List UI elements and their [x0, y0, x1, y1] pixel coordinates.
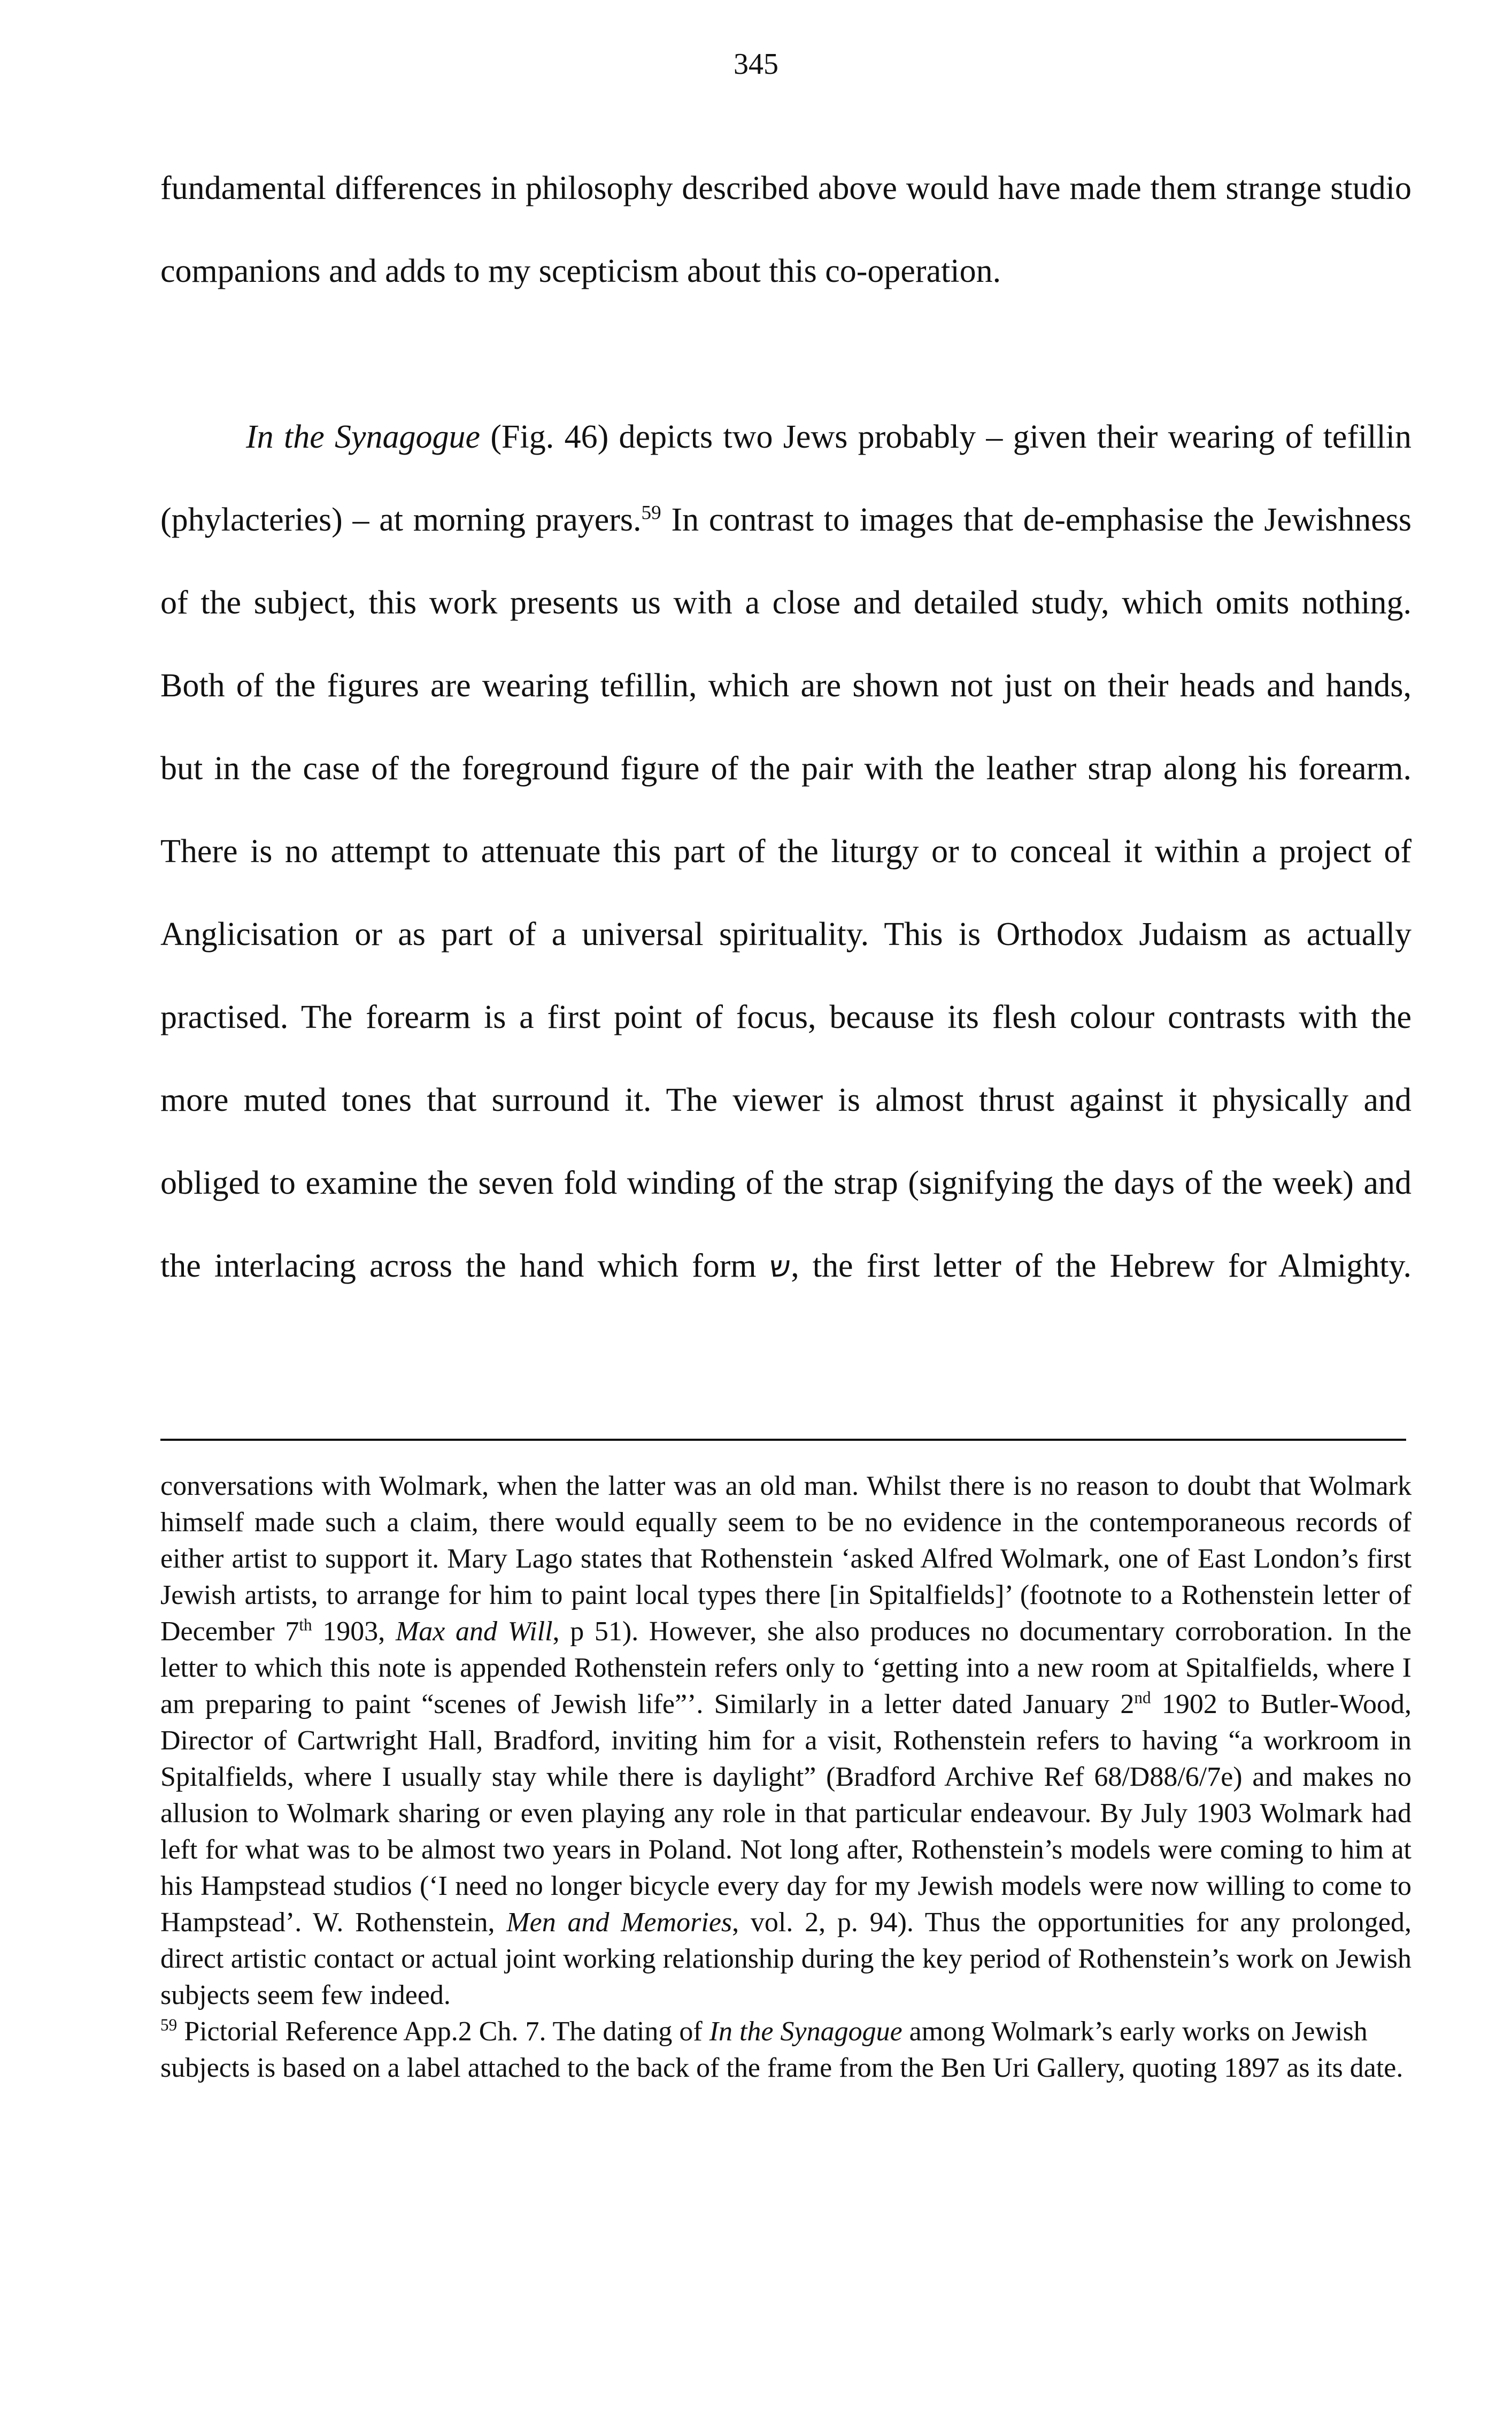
book-title: Men and Memories [506, 1907, 732, 1938]
footnote-divider [160, 1439, 1406, 1441]
footnote-text: 1902 to Butler-Wood, Director of Cartwright Hall, Bradford, inviting him for a visit, Rothenstein refers to having “a workroom in Spitalfields, where I usually stay while there is daylight” (Bradford Archive Ref 68/D88/6/7e) and makes no allusion to Wolmark sharing or even playing any role in that particular endeavour. By July 1903 Wolmark had left for what was to be almost two years in Poland. Not long after, Rothenstein’s models were coming to him at his Hampstead studios (‘I need no longer bicycle every day for my Jewish models were now willing to come to Hampstead’. W. Rothenstein, [160, 1689, 1411, 1938]
footnotes [160, 1468, 1411, 2086]
page-number: 345 [734, 48, 778, 81]
footnote-text: , p 51). However, she also produces no documentary corroboration. In the letter to which this note is appended Rothenstein refers only to ‘getting into a new room at Spitalfields, where I am preparing to paint “scenes of Jewish life”’. Similarly in a letter dated January 2 [160, 1616, 1411, 1719]
main-text [160, 147, 1411, 1308]
footnote-text: 1903, [312, 1616, 396, 1647]
artwork-title: In the Synagogue [246, 419, 481, 455]
footnote-number: 59 [160, 2015, 178, 2034]
footnote-text: conversations with Wolmark, when the latter was an old man. Whilst there is no reason to doubt that Wolmark himself made such a claim, there would equally seem to be no evidence in the contemporaneous records of either artist to support it. Mary Lago states that Rothenstein ‘asked Alfred Wolmark, one of East London’s first Jewish artists, to arrange for him to paint local types there [in Spitalfields]’ (footnote to a Rothenstein letter of December 7 [160, 1471, 1411, 1647]
paragraph-in-the-synagogue [160, 396, 1411, 1308]
paragraph-text: , the first letter of the Hebrew for Almighty. [791, 1248, 1411, 1284]
paragraph-continued: fundamental differences in philosophy described above would have made them strange studio companions and adds to my scepticism about this co-operation. [160, 170, 1411, 289]
ordinal-suffix: th [299, 1615, 312, 1634]
footnote-reference[interactable]: 59 [641, 502, 661, 524]
artwork-title: In the Synagogue [709, 2016, 902, 2047]
ordinal-suffix: nd [1134, 1688, 1151, 1707]
footnote-text: Pictorial Reference App.2 Ch. 7. The dating of [177, 2016, 709, 2047]
footnote-text: among Wolmark’s early works on Jewish subjects is based on a label attached to the back of the frame from the Ben Uri Gallery, quoting 1897 as its date. [160, 2016, 1403, 2083]
footnote-continued [160, 1468, 1411, 2014]
footnote-text: , vol. 2, p. 94). Thus the opportunities for any prolonged, direct artistic contact or actual joint working relationship during the key period of Rothenstein’s work on Jewish subjects seem few indeed. [160, 1907, 1411, 2010]
hebrew-letter-shin: ש [769, 1249, 791, 1284]
book-title: Max and Will [395, 1616, 553, 1647]
paragraph-text: (Fig. 46) depicts two Jews probably – given their wearing of tefillin (phylacteries) – at morning prayers. [160, 419, 1411, 538]
footnote-59 [160, 2014, 1411, 2086]
paragraph-text: In contrast to images that de-emphasise the Jewishness of the subject, this work presents us with a close and detailed study, which omits nothing. Both of the figures are wearing tefillin, which are shown not just on their heads and hands, but in the case of the foreground figure of the pair with the leather strap along his forearm. There is no attempt to attenuate this part of the liturgy or to conceal it within a project of Anglicisation or as part of a universal spirituality. This is Orthodox Judaism as actually practised. The forearm is a first point of focus, because its flesh colour contrasts with the more muted tones that surround it. The viewer is almost thrust against it physically and obliged to examine the seven fold winding of the strap (signifying the days of the week) and the interlacing across the hand which form [160, 502, 1411, 1284]
